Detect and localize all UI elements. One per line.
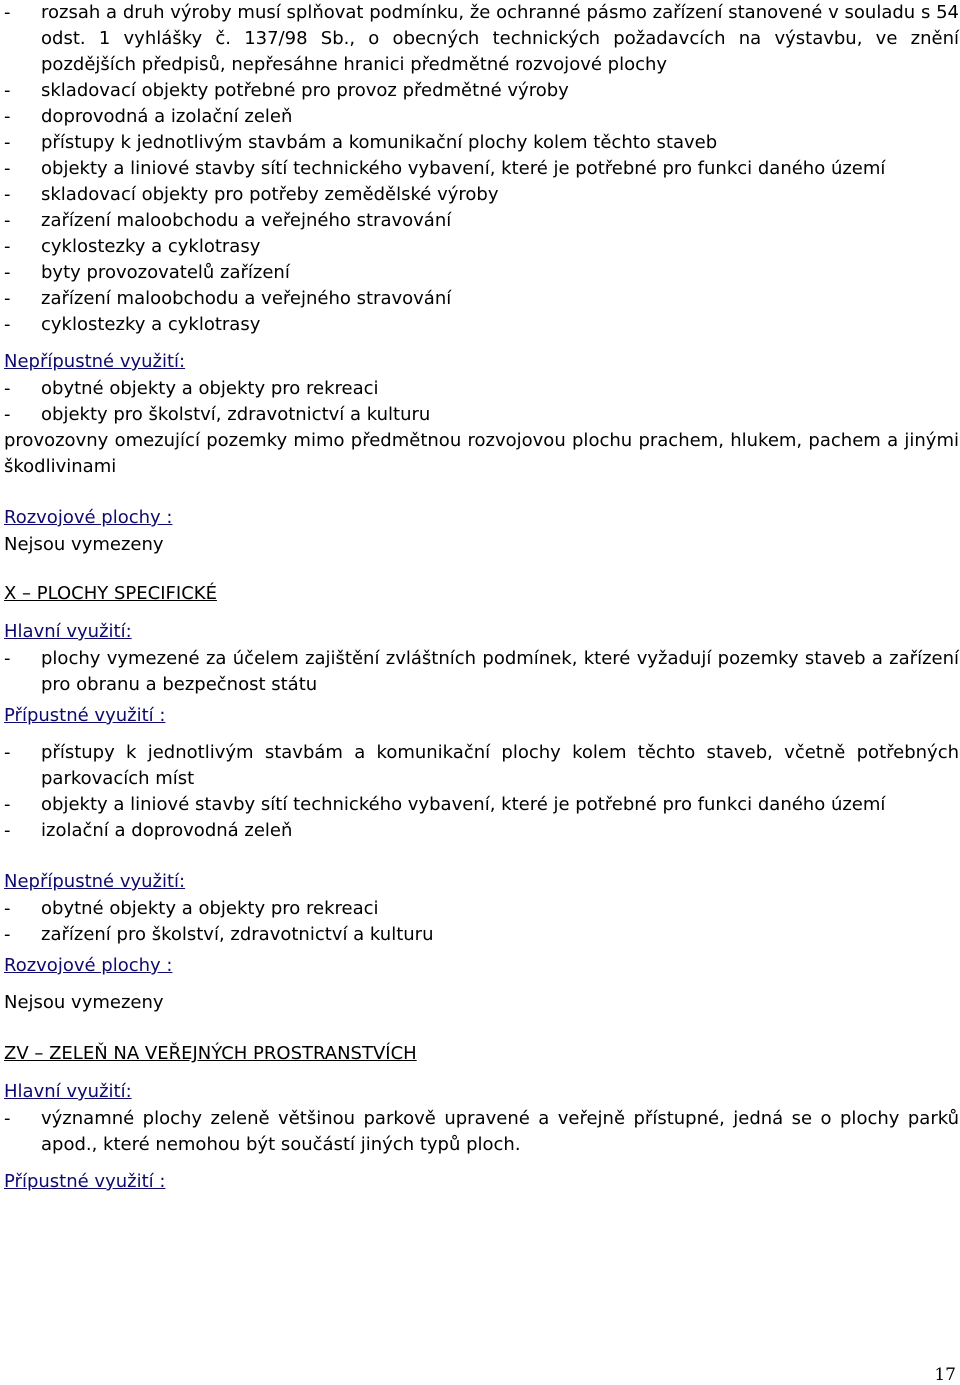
- heading-hlavni-vyuziti: Hlavní využití:: [4, 621, 132, 642]
- bullet-dash: -: [4, 158, 11, 179]
- list-item: - skladovací objekty potřebné pro provoz předmětné výroby: [4, 78, 959, 104]
- bullet-dash: -: [4, 80, 11, 101]
- list-item: - byty provozovatelů zařízení: [4, 260, 959, 286]
- paragraph-rozvojove-plochy: Nejsou vymezeny: [4, 992, 164, 1013]
- bullet-dash: -: [4, 898, 11, 919]
- heading-pripustne-vyuziti: Přípustné využití :: [4, 1171, 166, 1192]
- list-item: - zařízení pro školství, zdravotnictví a kulturu: [4, 922, 959, 948]
- list-item: - izolační a doprovodná zeleň: [4, 818, 959, 844]
- list-item: - zařízení maloobchodu a veřejného stravování: [4, 286, 959, 312]
- bullet-dash: -: [4, 404, 11, 425]
- bullet-dash: -: [4, 2, 11, 23]
- heading-rozvojove-plochy: Rozvojové plochy :: [4, 955, 173, 976]
- list-item: - skladovací objekty pro potřeby zemědělské výroby: [4, 182, 959, 208]
- section-title-zelen-verejna-prostranstvi: ZV – ZELEŇ NA VEŘEJNÝCH PROSTRANSTVÍCH: [4, 1043, 417, 1064]
- bullet-dash: -: [4, 314, 11, 335]
- bullet-dash: -: [4, 924, 11, 945]
- section-title-plochy-specificke: X – PLOCHY SPECIFICKÉ: [4, 583, 217, 604]
- list-item: - objekty pro školství, zdravotnictví a kulturu: [4, 402, 959, 428]
- list-item: - cyklostezky a cyklotrasy: [4, 312, 959, 338]
- heading-nepripustne-vyuziti: Nepřípustné využití:: [4, 351, 186, 372]
- list-item: - doprovodná a izolační zeleň: [4, 104, 959, 130]
- list-item: - přístupy k jednotlivým stavbám a komunikační plochy kolem těchto staveb: [4, 130, 959, 156]
- bullet-dash: -: [4, 794, 11, 815]
- list-item: - zařízení maloobchodu a veřejného stravování: [4, 208, 959, 234]
- heading-nepripustne-vyuziti: Nepřípustné využití:: [4, 871, 186, 892]
- bullet-dash: -: [4, 262, 11, 283]
- list-item: - cyklostezky a cyklotrasy: [4, 234, 959, 260]
- list-item: - významné plochy zeleně většinou parkově upravené a veřejně přístupné, jedná se o plochy parků apod., které nemohou být součástí jiných typů ploch.: [4, 1108, 959, 1155]
- bullet-dash: -: [4, 132, 11, 153]
- bullet-dash: -: [4, 648, 11, 669]
- list-item: - přístupy k jednotlivým stavbám a komunikační plochy kolem těchto staveb, včetně potřebných parkovacích míst: [4, 742, 959, 789]
- heading-pripustne-vyuziti: Přípustné využití :: [4, 705, 166, 726]
- heading-hlavni-vyuziti: Hlavní využití:: [4, 1081, 132, 1102]
- page-number: 17: [934, 1365, 956, 1385]
- bullet-dash: -: [4, 106, 11, 127]
- bullet-dash: -: [4, 288, 11, 309]
- bullet-dash: -: [4, 184, 11, 205]
- list-item: - objekty a liniové stavby sítí technického vybavení, které je potřebné pro funkci daného území: [4, 156, 959, 182]
- list-item: - plochy vymezené za účelem zajištění zvláštních podmínek, které vyžadují pozemky staveb a zařízení pro obranu a bezpečnost státu: [4, 648, 959, 695]
- list-item: - obytné objekty a objekty pro rekreaci: [4, 896, 959, 922]
- list-item: - rozsah a druh výroby musí splňovat podmínku, že ochranné pásmo zařízení stanovené v souladu s 54 odst. 1 vyhlášky č. 137/98 Sb., o obecných technických požadavcích na výstavbu, ve znění pozdějších předpisů, nepřesáhne hranici předmětné rozvojové plochy: [4, 2, 959, 75]
- paragraph-provozovny: provozovny omezující pozemky mimo předmětnou rozvojovou plochu prachem, hlukem, pachem a jinými škodlivinami: [4, 430, 959, 477]
- bullet-dash: -: [4, 1108, 11, 1129]
- paragraph-rozvojove-plochy: Nejsou vymezeny: [4, 534, 164, 555]
- bullet-dash: -: [4, 378, 11, 399]
- bullet-dash: -: [4, 210, 11, 231]
- heading-rozvojove-plochy: Rozvojové plochy :: [4, 507, 173, 528]
- document-page: [4, 0, 959, 1196]
- bullet-dash: -: [4, 820, 11, 841]
- continued-list: [4, 0, 959, 338]
- bullet-dash: -: [4, 742, 11, 763]
- list-item: - obytné objekty a objekty pro rekreaci: [4, 376, 959, 402]
- bullet-dash: -: [4, 236, 11, 257]
- list-item: - objekty a liniové stavby sítí technického vybavení, které je potřebné pro funkci daného území: [4, 792, 959, 818]
